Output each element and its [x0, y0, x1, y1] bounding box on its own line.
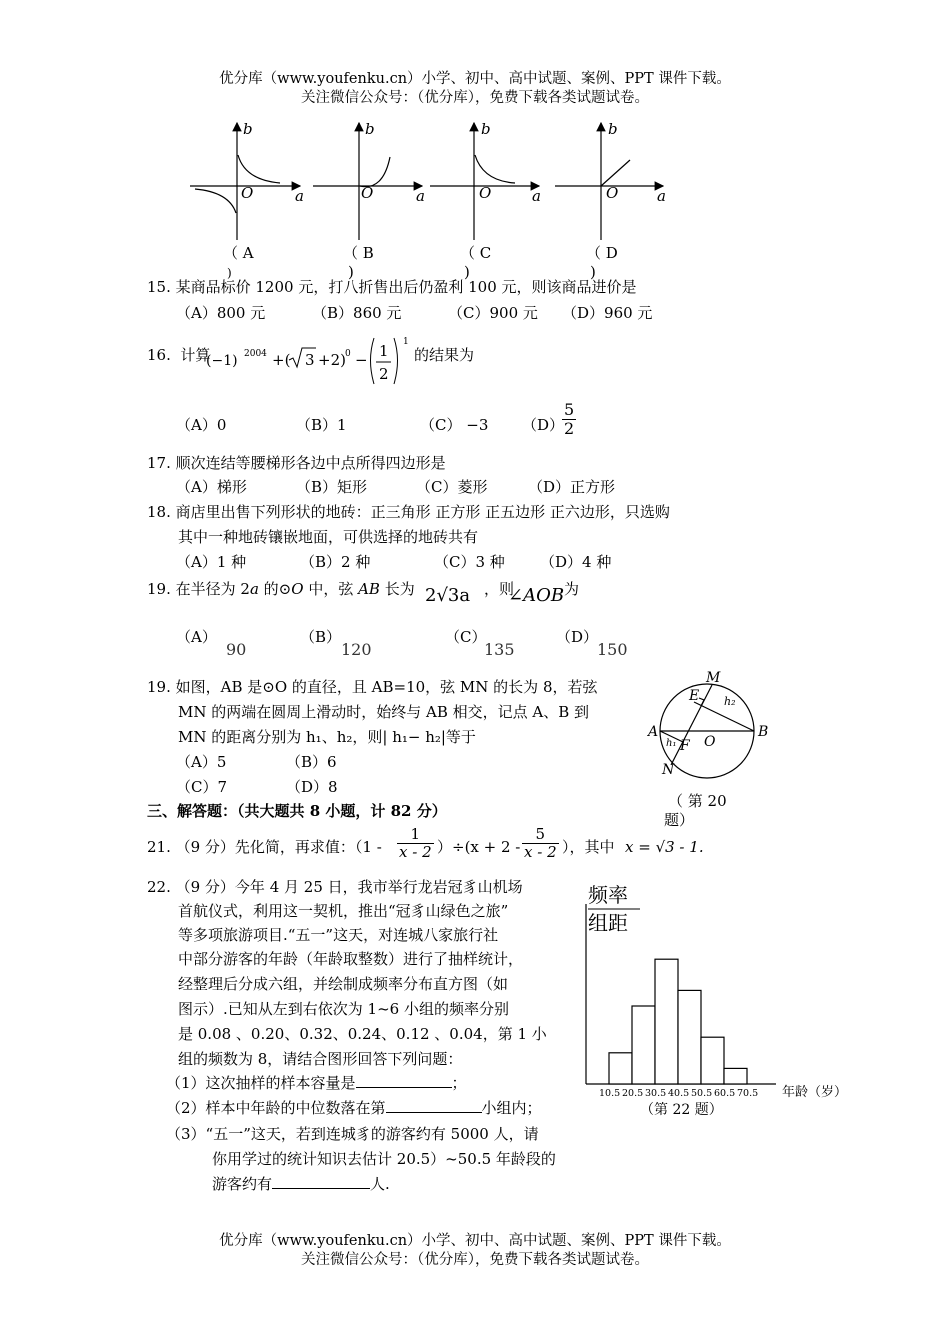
q16-frac-den: 2 [564, 419, 575, 439]
q19b-option-b: （B）6 [286, 753, 337, 771]
histogram-tick-1: 10.5 [599, 1088, 621, 1099]
q22-line-1: 22. （9 分）今年 4 月 25 日，我市举行龙岩冠豸山机场 [147, 878, 523, 896]
q18-option-c: （C）3 种 [434, 553, 505, 571]
q22-line-5: 经整理后分成六组，并绘制成频率分布直方图（如 [178, 975, 509, 993]
q15-option-b: （B）860 元 [312, 304, 402, 322]
fig-label-b: B [758, 724, 769, 740]
q22-sub-3-line-2: 你用学过的统计知识去估计 20.5）~50.5 年龄段的 [212, 1150, 556, 1168]
graph-a-label: （ A [223, 244, 254, 262]
q16-num: 16. [147, 346, 171, 364]
q19b-option-a: （A）5 [176, 753, 227, 771]
histogram-bar-1 [609, 1053, 632, 1084]
graph-b-b-label: b [365, 120, 375, 138]
q15-stem: 15. 某商品标价 1200 元，打八折售出后仍盈利 100 元，则该商品进价是 [147, 278, 637, 296]
graph-a-origin: O [241, 184, 254, 202]
histogram-tick-6: 60.5 [714, 1088, 736, 1099]
graph-c-origin: O [479, 184, 492, 202]
q16-option-d: （D） [522, 416, 565, 434]
header-line-2: 关注微信公众号：（优分库），免费下载各类试题试卷。 [301, 90, 649, 106]
svg-text:2: 2 [379, 365, 389, 383]
q16-option-a: （A）0 [176, 416, 227, 434]
q19a-option-a-label: （A） [176, 628, 217, 646]
fig-label-n: N [662, 762, 675, 778]
histogram-chart [580, 878, 850, 1128]
q22-line-3: 等多项旅游项目.“五一”这天，对连城八家旅行社 [178, 926, 499, 944]
q19a-option-c-label: （C） [445, 628, 487, 646]
q19b-line-3: MN 的距离分别为 h₁、h₂，则| h₁− h₂|等于 [178, 728, 476, 746]
q16-formula [206, 334, 414, 388]
q19a-option-a-value: 90 [226, 640, 247, 659]
graph-b-a-label: a [416, 187, 425, 205]
q18-stem-line-1: 18. 商店里出售下列形状的地砖：正三角形 正方形 正五边形 正六边形，只选购 [147, 503, 670, 521]
q22-line-8: 组的频数为 8，请结合图形回答下列问题： [178, 1050, 463, 1068]
fig-label-o: O [704, 734, 716, 750]
svg-text:(−1): (−1) [206, 353, 238, 369]
header-line-1: 优分库（www.youfenku.cn）小学、初中、高中试题、案例、PPT 课件下载。 [219, 71, 731, 87]
q17-option-d: （D）正方形 [528, 478, 616, 496]
q21-mid: ）÷(x + 2 - [437, 838, 521, 856]
histogram-tick-5: 50.5 [691, 1088, 713, 1099]
graph-c-label: （ C [460, 244, 492, 262]
graph-d-b-label: b [608, 120, 618, 138]
svg-text:1: 1 [403, 337, 409, 347]
q16-option-c: （C） −3 [420, 416, 489, 434]
svg-text:−: − [355, 351, 368, 369]
histogram-tick-3: 30.5 [645, 1088, 667, 1099]
svg-text:2004: 2004 [244, 349, 267, 359]
fig-label-a: A [648, 724, 659, 740]
q17-option-c: （C）菱形 [416, 478, 488, 496]
graph-a-b-label: b [243, 120, 253, 138]
section-3-heading: 三、解答题：（共大题共 8 小题，计 82 分） [147, 802, 447, 820]
graph-d-origin: O [606, 184, 619, 202]
q22-line-4: 中部分游客的年龄（年龄取整数）进行了抽样统计， [178, 950, 524, 968]
q21-post: ），其中 [562, 838, 615, 856]
fig-label-h2: h₂ [724, 695, 736, 708]
q18-stem-line-2: 其中一种地砖镶嵌地面，可供选择的地砖共有 [178, 528, 479, 546]
q21-fraction-1: $\frac{1}{x - 2}$ [399, 825, 432, 862]
q15-option-c: （C）900 元 [448, 304, 538, 322]
fig-label-f: F [680, 738, 690, 754]
q18-option-b: （B）2 种 [300, 553, 371, 571]
q22-sub-3-line-1: （3）“五一”这天，若到连城豸的游客约有 5000 人，请 [166, 1125, 539, 1143]
q22-blank-3[interactable] [272, 1188, 370, 1189]
q21-condition: x = √3 - 1. [625, 838, 704, 856]
q22-line-6: 图示）.已知从左到右依次为 1~6 小组的频率分别 [178, 1000, 509, 1018]
q16-prefix: 计算 [180, 346, 211, 364]
circle-caption-2: 题） [664, 811, 695, 829]
q18-option-a: （A）1 种 [176, 553, 247, 571]
q22-line-7: 是 0.08 、0.20、0.32、0.24、0.12 、0.04，第 1 小 [178, 1025, 547, 1043]
graph-a-paren: ) [227, 266, 232, 280]
q19a-is: 为 [564, 580, 580, 598]
q22-line-2: 首航仪式，利用这一契机，推出“冠豸山绿色之旅” [178, 902, 509, 920]
fig-label-m: M [706, 670, 721, 686]
q16-option-b: （B）1 [296, 416, 347, 434]
q17-option-a: （A）梯形 [176, 478, 247, 496]
graph-b-paren: ) [348, 263, 354, 281]
q19a-option-c-value: 135 [484, 640, 515, 659]
graph-b [313, 123, 422, 240]
q15-option-d: （D）960 元 [562, 304, 653, 322]
circle-caption-1: （ 第 20 [668, 792, 727, 810]
histogram-xlabel: 年龄（岁） [782, 1085, 848, 1100]
graph-c-paren: ) [464, 263, 470, 281]
q21-fraction-2: $\frac{5}{x - 2}$ [524, 825, 557, 862]
footer-line-1: 优分库（www.youfenku.cn）小学、初中、高中试题、案例、PPT 课件下载。 [219, 1233, 731, 1249]
q22-sub-2: （2）样本中年龄的中位数落在第 小组内； [166, 1099, 542, 1117]
histogram-tick-4: 40.5 [668, 1088, 690, 1099]
histogram-bar-3 [655, 959, 678, 1084]
q18-option-d: （D）4 种 [540, 553, 612, 571]
histogram-bar-5 [701, 1037, 724, 1084]
histogram-bar-6 [724, 1068, 747, 1084]
histogram-caption: （第 22 题） [640, 1102, 723, 1118]
svg-text:+(: +( [272, 351, 291, 369]
fig-label-e: E [689, 688, 700, 704]
graph-a-a-label: a [295, 187, 304, 205]
graph-b-label: （ B [343, 244, 374, 262]
q15-option-a: （A）800 元 [176, 304, 266, 322]
graph-d-label: （ D [586, 244, 618, 262]
svg-text:+2): +2) [318, 351, 346, 369]
graphs-figure [185, 115, 685, 285]
q17-option-b: （B）矩形 [296, 478, 368, 496]
q22-blank-1[interactable] [356, 1087, 452, 1088]
graph-c [430, 123, 539, 240]
graph-a [190, 123, 300, 240]
q22-sub-1: （1）这次抽样的样本容量是 ； [166, 1074, 467, 1092]
graph-c-a-label: a [532, 187, 541, 205]
histogram-bar-2 [632, 1006, 655, 1084]
histogram-tick-7: 70.5 [737, 1088, 759, 1099]
q16-option-d-fraction [562, 401, 576, 439]
graph-d-paren: ) [590, 263, 596, 281]
q19a-chord-length: 2√3a [425, 585, 471, 606]
q16-frac-num: 5 [564, 400, 575, 419]
q16-stem [147, 344, 210, 365]
q17-stem: 17. 顺次连结等腰梯形各边中点所得四边形是 [147, 454, 446, 472]
fig-label-h1: h₁ [666, 738, 677, 749]
q19a-option-d-value: 150 [597, 640, 628, 659]
q19a-angle: ∠AOB [508, 585, 565, 606]
q19b-option-c: （C）7 [176, 778, 228, 796]
graph-c-b-label: b [481, 120, 491, 138]
q16-suffix: 的结果为 [414, 346, 475, 364]
q21-pre: 21. （9 分）先化简，再求值：（1 - [147, 838, 382, 856]
q22-blank-2[interactable] [386, 1112, 482, 1113]
histogram-bar-4 [678, 990, 701, 1084]
graph-b-origin: O [361, 184, 374, 202]
histogram-tick-2: 20.5 [622, 1088, 644, 1099]
graph-d-a-label: a [657, 187, 666, 205]
q22-sub-3-line-3: 游客约有 人. [212, 1175, 390, 1193]
svg-text:0: 0 [345, 349, 351, 359]
q19a-option-b-label: （B） [300, 628, 342, 646]
histogram-ylabel-bottom: 组距 [588, 911, 628, 935]
graph-d [555, 123, 663, 240]
q19a-stem: 19. 在半径为 2a 的⊙O 中，弦 AB 长为 [147, 580, 415, 598]
q19b-option-d: （D）8 [286, 778, 338, 796]
q19b-line-2: MN 的两端在圆周上滑动时，始终与 AB 相交，记点 A、B 到 [178, 703, 590, 721]
q19a-option-d-label: （D） [556, 628, 599, 646]
q19a-then: ，则 [484, 580, 515, 598]
circle-figure [644, 666, 774, 786]
q19b-line-1: 19. 如图，AB 是⊙O 的直径，且 AB=10，弦 MN 的长为 8，若弦 [147, 678, 598, 696]
footer-line-2: 关注微信公众号：（优分库），免费下载各类试题试卷。 [301, 1252, 649, 1268]
q19a-option-b-value: 120 [341, 640, 372, 659]
histogram-ylabel-top: 频率 [588, 883, 628, 907]
svg-text:3: 3 [305, 351, 315, 369]
svg-text:1: 1 [379, 342, 389, 360]
